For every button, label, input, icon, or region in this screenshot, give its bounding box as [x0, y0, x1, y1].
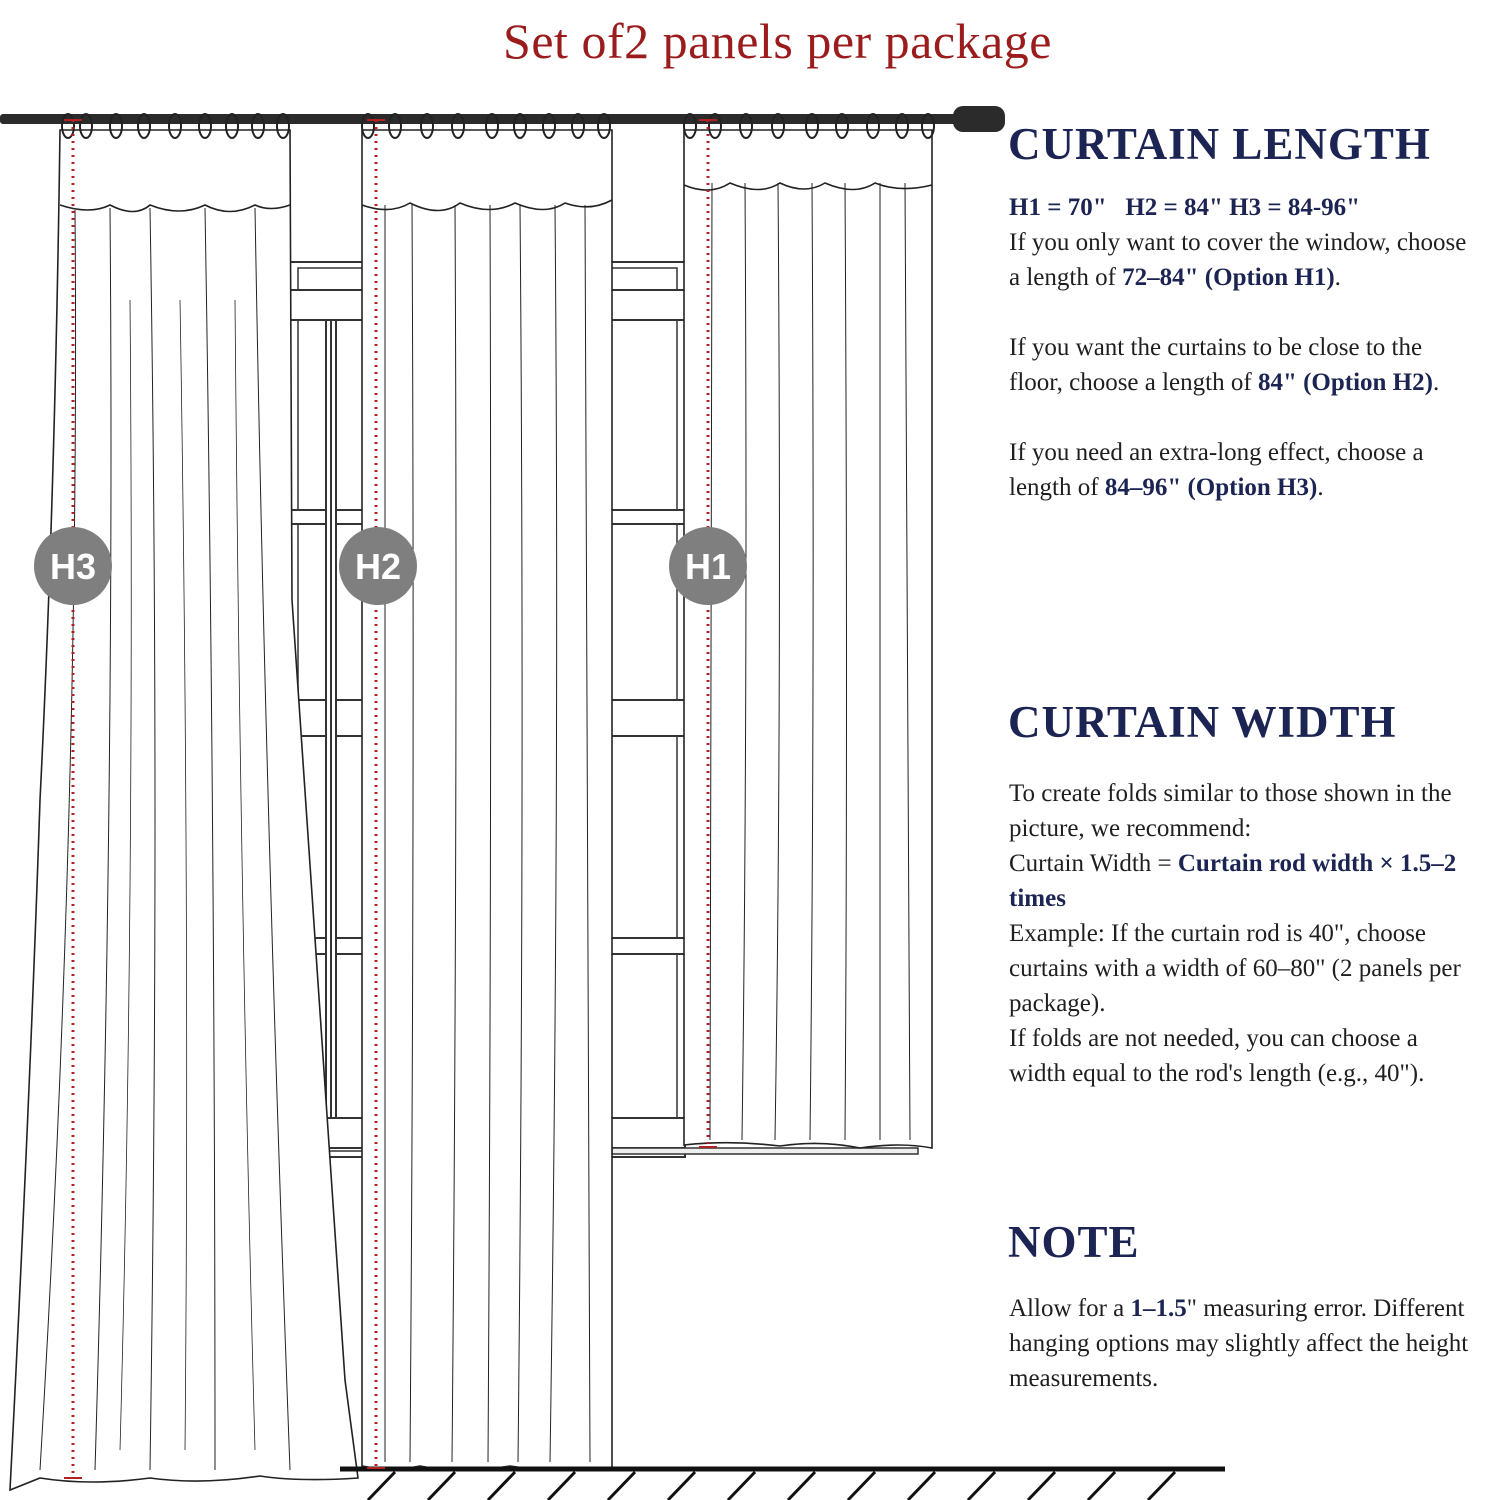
- window-sill: [612, 1148, 918, 1154]
- length-option-h2-bold: 84" (Option H2): [1257, 369, 1433, 396]
- badge-h2-label: H2: [354, 546, 402, 587]
- note-text: [1009, 1291, 1479, 1396]
- curtain-panel-h1: [684, 130, 932, 1148]
- length-section: [1009, 190, 1499, 505]
- length-option-h3: [1009, 435, 1479, 505]
- badge-h3: [34, 527, 112, 605]
- width-section: [1009, 776, 1479, 1091]
- length-option-h2: [1009, 330, 1479, 400]
- length-option-h1-text: If you only want to cover the window, choose a length of: [1009, 229, 1467, 291]
- length-option-h1-bold: 72–84" (Option H1): [1122, 264, 1335, 291]
- length-option-h1-end: .: [1334, 264, 1341, 291]
- width-intro: To create folds similar to those shown in the picture, we recommend:: [1009, 780, 1452, 842]
- width-example: Example: If the curtain rod is 40", choose curtains with a width of 60–80" (2 panels per package).: [1009, 920, 1461, 1017]
- length-option-h2-end: .: [1432, 369, 1440, 396]
- length-option-h3-end: .: [1317, 474, 1324, 501]
- note-text-2: " measuring error. Different hanging options may slightly affect the height measurements.: [1009, 1295, 1469, 1392]
- length-option-h3-bold: 84–96" (Option H3): [1104, 474, 1318, 501]
- badge-h3-label: H3: [49, 546, 97, 587]
- curtain-panel-h3: [10, 130, 358, 1490]
- badge-h2: [339, 527, 417, 605]
- curtain-panel-h2: [362, 130, 612, 1471]
- note-text-1: Allow for a: [1009, 1295, 1131, 1322]
- spec-h2: H2 = 84": [1125, 194, 1223, 221]
- note-section: [1009, 1291, 1479, 1396]
- length-option-h3-text: If you need an extra-long effect, choose a length of: [1009, 439, 1424, 501]
- width-formula: [1009, 846, 1479, 916]
- length-option-h2-text: If you want the curtains to be close to the floor, choose a length of: [1009, 334, 1423, 396]
- length-option-h1: [1009, 225, 1479, 295]
- spec-h3: H3 = 84-96": [1229, 194, 1361, 221]
- spec-h1: H1 = 70": [1009, 194, 1107, 221]
- width-formula-bold: Curtain rod width × 1.5–2 times: [1009, 850, 1457, 912]
- badge-h1-label: H1: [684, 546, 732, 587]
- page-title: Set of2 panels per package: [503, 13, 1052, 69]
- width-heading: CURTAIN WIDTH: [1008, 697, 1397, 747]
- length-specs: [1009, 190, 1499, 225]
- width-formula-label: Curtain Width =: [1009, 850, 1178, 877]
- width-no-folds: If folds are not needed, you can choose a width equal to the rod's length (e.g., 40").: [1009, 1025, 1425, 1087]
- length-heading: CURTAIN LENGTH: [1008, 119, 1431, 169]
- floor: [340, 1469, 1225, 1500]
- note-heading: NOTE: [1008, 1217, 1140, 1267]
- note-bold: 1–1.5: [1130, 1295, 1187, 1322]
- badge-h1: [669, 527, 747, 605]
